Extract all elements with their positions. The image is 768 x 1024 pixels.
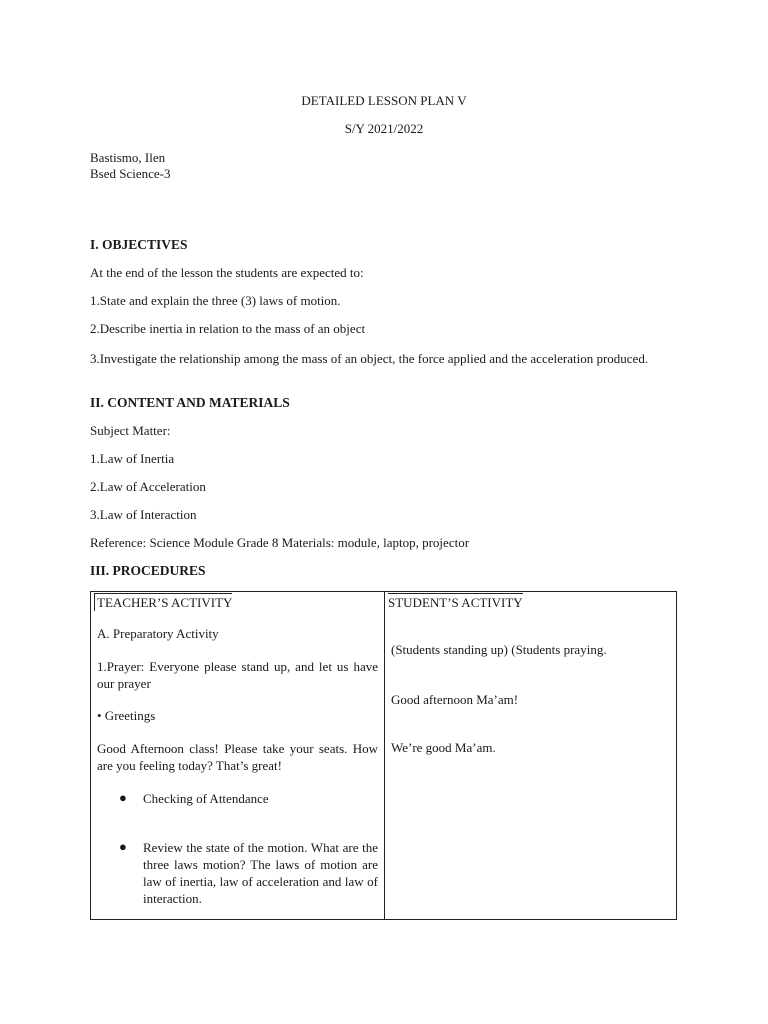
document-title: DETAILED LESSON PLAN V [301, 93, 467, 108]
teacher-activity-header: TEACHER’S ACTIVITY [94, 593, 232, 611]
bullet-icon: ● [119, 790, 127, 805]
objectives-heading: I. OBJECTIVES [90, 237, 188, 252]
content-heading: II. CONTENT AND MATERIALS [90, 395, 290, 410]
objective-item: 3.Investigate the relationship among the mass of an object, the force applied and the acceleration produced. [90, 351, 649, 366]
prayer-instruction: 1.Prayer: Everyone please stand up, and let us have our prayer [97, 659, 378, 691]
reference-text: Reference: Science Module Grade 8 Materials: module, laptop, projector [90, 535, 470, 550]
column-divider [384, 592, 385, 919]
course-name: Bsed Science-3 [90, 166, 171, 181]
greetings-label: • Greetings [97, 708, 156, 723]
procedures-heading: III. PROCEDURES [90, 563, 206, 578]
bullet-icon: ● [119, 839, 127, 854]
review-item: Review the state of the motion. What are the three laws motion? The laws of motion are law of inertia, law of acceleration and law of interaction. [143, 840, 378, 906]
attendance-item: Checking of Attendance [143, 791, 269, 806]
content-item: 2.Law of Acceleration [90, 479, 206, 494]
student-response: (Students standing up) (Students praying. [391, 642, 607, 657]
student-response: We’re good Ma’am. [391, 740, 496, 755]
student-activity-header: STUDENT’S ACTIVITY [388, 595, 523, 610]
objective-item: 1.State and explain the three (3) laws of motion. [90, 293, 341, 308]
content-item: 3.Law of Interaction [90, 507, 197, 522]
procedures-table [90, 591, 677, 920]
school-year: S/Y 2021/2022 [344, 121, 424, 136]
author-name: Bastismo, Ilen [90, 150, 166, 165]
greeting-text: Good Afternoon class! Please take your seats. How are you feeling today? That’s great! [97, 741, 378, 773]
subject-matter-label: Subject Matter: [90, 423, 171, 438]
objectives-intro: At the end of the lesson the students are expected to: [90, 265, 364, 280]
student-response: Good afternoon Ma’am! [391, 692, 519, 707]
preparatory-activity: A. Preparatory Activity [97, 626, 219, 641]
objective-item: 2.Describe inertia in relation to the mass of an object [90, 321, 366, 336]
content-item: 1.Law of Inertia [90, 451, 175, 466]
